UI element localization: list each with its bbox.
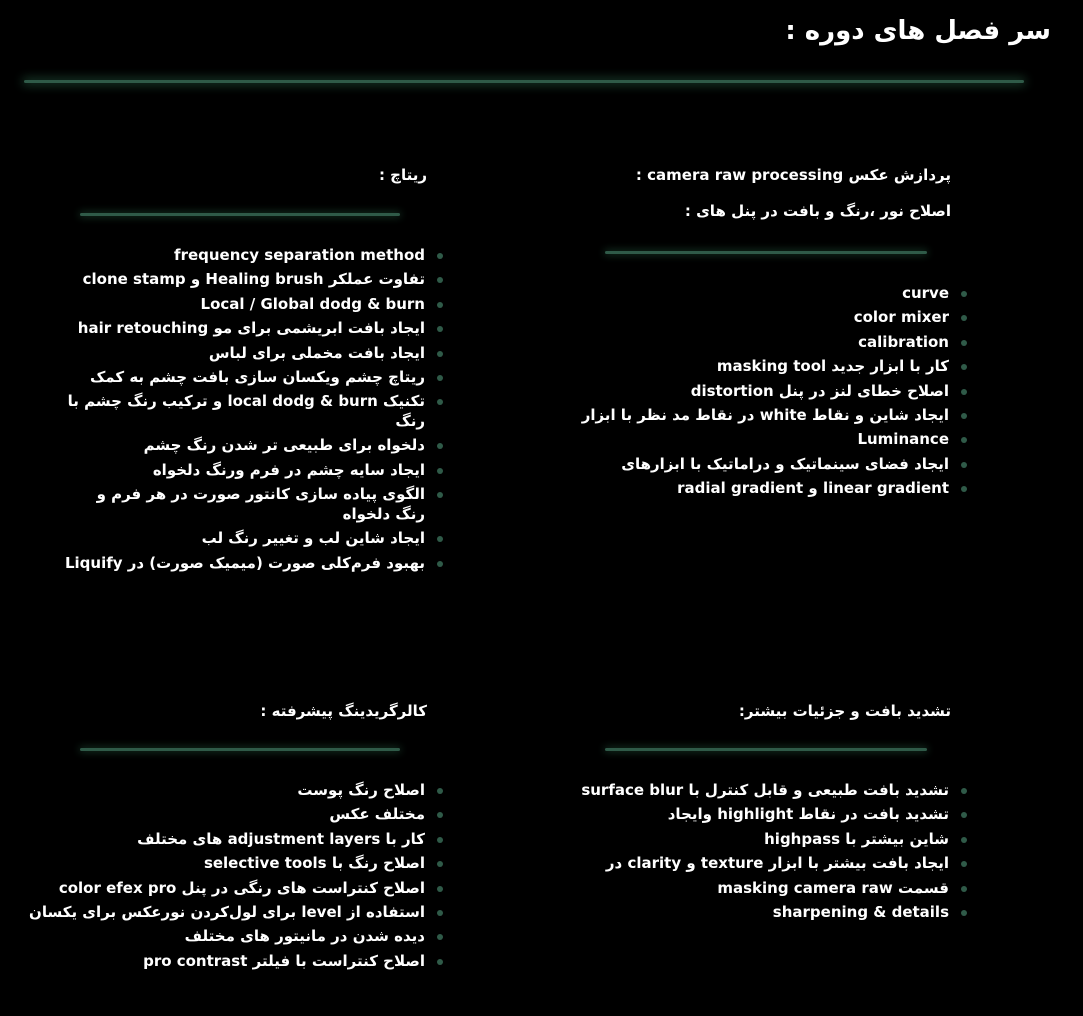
list-item: ایجاد بافت بیشتر با ابزار texture و clarity در (471, 851, 971, 875)
list-item: تشدید بافت در نقاط highlight وایجاد (471, 802, 971, 826)
list-item: تشدید بافت طبیعی و قابل کنترل با surface blur (471, 778, 971, 802)
list-item: ایجاد شاین و نقاط white در نقاط مد نظر با ابزار (471, 403, 971, 427)
list-item: ایجاد شاین لب و تغییر رنگ لب (67, 526, 447, 550)
list-item: مختلف عکس (47, 802, 447, 826)
section-divider-retouch (80, 213, 400, 216)
list-item: تفاوت عملکر Healing brush و clone stamp (67, 267, 447, 291)
list-item: linear gradient و radial gradient (471, 476, 971, 500)
list-item: استفاده از level برای لول‌کردن نورعکس برای یکسان (47, 900, 447, 924)
list-item: calibration (471, 330, 971, 354)
list-item: قسمت masking camera raw (471, 876, 971, 900)
section-subheading-camera-raw: اصلاح نور ،رنگ و بافت در پنل های : (684, 202, 951, 220)
section-texture (531, 700, 951, 722)
list-item: اصلاح کنتراست های رنگی در پنل color efex pro (47, 876, 447, 900)
list-item: الگوی پیاده سازی کانتور صورت در هر فرم و رنگ دلخواه (67, 482, 447, 526)
list-item: Luminance (471, 427, 971, 451)
section-camera-raw (531, 164, 951, 222)
list-item: دلخواه برای طبیعی تر شدن رنگ چشم (67, 433, 447, 457)
list-item: اصلاح خطای لنز در پنل distortion (471, 379, 971, 403)
list-item: ایجاد بافت مخملی برای لباس (67, 341, 447, 365)
page-title: سر فصل های دوره : (785, 16, 1051, 46)
section-divider-color-grading (80, 748, 400, 751)
section-heading-camera-raw: پردازش عکس camera raw processing : (635, 166, 951, 184)
list-item: ایجاد فضای سینماتیک و دراماتیک با ابزارهای (471, 452, 971, 476)
list-item: بهبود فرم‌کلی صورت (میمیک صورت) در Liquify (67, 551, 447, 575)
list-item: اصلاح کنتراست با فیلتر pro contrast (47, 949, 447, 973)
list-camera-raw (471, 281, 971, 501)
list-item: اصلاح رنگ با selective tools (47, 851, 447, 875)
list-item: sharpening & details (471, 900, 971, 924)
list-item: Local / Global dodg & burn (67, 292, 447, 316)
list-texture (471, 778, 971, 924)
section-divider-texture (605, 748, 927, 751)
list-item: curve (471, 281, 971, 305)
list-item: دیده شدن در مانیتور های مختلف (47, 924, 447, 948)
section-heading-retouch: ریتاچ : (378, 166, 427, 184)
list-item: اصلاح رنگ پوست (47, 778, 447, 802)
title-divider (24, 80, 1024, 83)
list-retouch (64, 243, 447, 575)
list-item: کار با adjustment layers های مختلف (47, 827, 447, 851)
list-color-grading (29, 778, 447, 973)
list-item: ایجاد بافت ابریشمی برای مو hair retouching (67, 316, 447, 340)
list-item: شاین بیشتر با highpass (471, 827, 971, 851)
section-heading-texture: تشدید بافت و جزئیات بیشتر: (738, 702, 951, 720)
list-item: color mixer (471, 305, 971, 329)
list-item: تکنیک local dodg & burn و ترکیب رنگ چشم با رنگ (67, 389, 447, 433)
list-item: frequency separation method (67, 243, 447, 267)
list-item: کار با ابزار جدید masking tool (471, 354, 971, 378)
section-heading-color-grading: کالرگریدینگ پیشرفته : (260, 702, 427, 720)
section-retouch (67, 164, 427, 186)
section-color-grading (67, 700, 427, 722)
section-divider-camera-raw (605, 251, 927, 254)
list-item: ایجاد سایه چشم در فرم ورنگ دلخواه (67, 458, 447, 482)
list-item: ریتاچ چشم ویکسان سازی بافت چشم به کمک (67, 365, 447, 389)
